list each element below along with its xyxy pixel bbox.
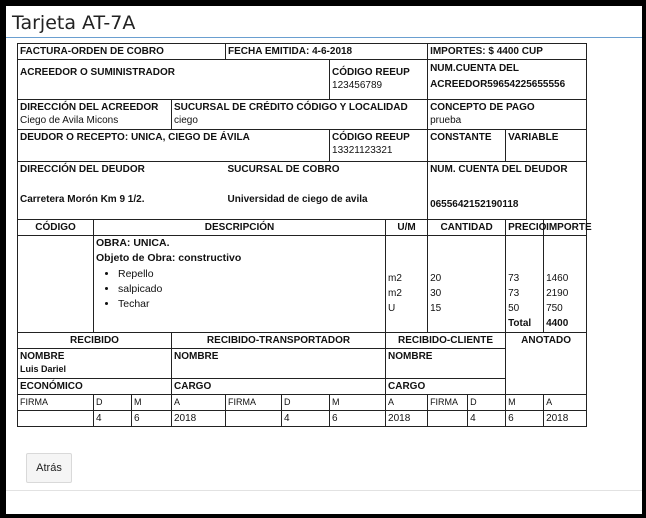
header-descripcion: DESCRIPCIÓN: [94, 220, 386, 236]
day-value: 4: [468, 411, 506, 427]
year-value: 2018: [172, 411, 226, 427]
recibido-header: RECIBIDO: [18, 333, 172, 349]
nombre-cliente-cell: NOMBRE: [386, 349, 506, 379]
cargo-cliente-cell: CARGO: [386, 379, 506, 395]
objeto-text: Objeto de Obra: constructivo: [96, 252, 242, 264]
a-label: A: [172, 395, 226, 411]
codigo-reeup-value: 123456789: [332, 80, 383, 91]
recibido-transportador-header: RECIBIDO-TRANSPORTADOR: [172, 333, 386, 349]
cargo-transportador-cell: CARGO: [172, 379, 386, 395]
importe-value: 2190: [546, 288, 569, 299]
total-label: Total: [508, 318, 532, 329]
concepto-value: prueba: [430, 115, 462, 126]
num-cuenta-acreedor: NUM.CUENTA DEL ACREEDOR59654225655556: [428, 60, 587, 100]
codigo-reeup2-value: 13321123321: [332, 145, 393, 156]
d-label: D: [94, 395, 132, 411]
concepto-label: CONCEPTO DE PAGO: [430, 102, 535, 113]
a-label: A: [544, 395, 587, 411]
variable-label: VARIABLE: [506, 130, 587, 162]
num-cuenta-deudor-label: NUM. CUENTA DEL DEUDOR: [428, 162, 587, 192]
num-cuenta-deudor-value: 0655642152190118: [428, 192, 587, 220]
sucursal-cobro-label: SUCURSAL DE COBRO: [226, 162, 428, 192]
importe-value: 750: [546, 303, 563, 314]
m-label: M: [132, 395, 172, 411]
cantidad-cell: [428, 236, 506, 333]
deudor-label: DEUDOR O RECEPTO: UNICA, CIEGO DE ÁVILA: [18, 130, 330, 162]
nombre-label: NOMBRE: [20, 351, 65, 362]
dir-acreedor-label: DIRECCIÓN DEL ACREEDOR: [20, 102, 159, 113]
day-value: 4: [282, 411, 330, 427]
d-label: D: [468, 395, 506, 411]
m-label: M: [330, 395, 386, 411]
header-precio: PRECIO: [506, 220, 544, 236]
um-value: U: [388, 303, 396, 314]
factura-cell: FACTURA-ORDEN DE COBRO: [18, 44, 226, 60]
header-importe: IMPORTE: [544, 220, 587, 236]
constante-label: CONSTANTE: [428, 130, 506, 162]
total-value: 4400: [546, 318, 569, 329]
precio-value: 50: [508, 303, 520, 314]
fecha-cell: [226, 44, 428, 60]
list-item: • Techar: [118, 297, 383, 312]
year-value: 2018: [544, 411, 587, 427]
item-list: [96, 267, 383, 312]
cantidad-value: 30: [430, 288, 442, 299]
fecha-label: FECHA EMITIDA:: [228, 46, 310, 57]
codigo-reeup2-cell: [330, 130, 428, 162]
back-button[interactable]: Atrás: [26, 453, 72, 483]
nombre-value: Luis Dariel: [20, 364, 67, 374]
precio-cell: [506, 236, 544, 333]
importes-label: IMPORTES: $: [430, 46, 494, 57]
um-cell: [386, 236, 428, 333]
firma-label: FIRMA: [18, 395, 94, 411]
firma-blank: [226, 411, 282, 427]
month-value: 6: [506, 411, 544, 427]
importes-value: 4400 CUP: [496, 46, 543, 57]
card-panel: [6, 6, 642, 514]
dir-acreedor-cell: [18, 100, 172, 130]
header-codigo: CÓDIGO: [18, 220, 94, 236]
anotado-blank: [506, 349, 587, 379]
anotado-header: ANOTADO: [506, 333, 587, 349]
nombre-recibido-cell: [18, 349, 172, 379]
invoice-card: [17, 43, 592, 427]
cantidad-value: 20: [430, 273, 442, 284]
descripcion-cell: [94, 236, 386, 333]
a-label: A: [386, 395, 428, 411]
dir-acreedor-value: Ciego de Avila Micons: [20, 115, 119, 126]
precio-value: 73: [508, 273, 520, 284]
firma-blank: [428, 411, 468, 427]
firma-blank: [18, 411, 94, 427]
recibido-cliente-header: RECIBIDO-CLIENTE: [386, 333, 506, 349]
um-value: m2: [388, 273, 402, 284]
importe-cell: [544, 236, 587, 333]
header-cantidad: CANTIDAD: [428, 220, 506, 236]
month-value: 6: [132, 411, 172, 427]
firma-label: FIRMA: [226, 395, 282, 411]
importe-value: 1460: [546, 273, 569, 284]
codigo-reeup-cell: [330, 60, 428, 100]
economico-cell: ECONÓMICO: [18, 379, 172, 395]
year-value: 2018: [386, 411, 428, 427]
header-um: U/M: [386, 220, 428, 236]
month-value: 6: [330, 411, 386, 427]
sucursal-credito-label: SUCURSAL DE CRÉDITO CÓDIGO Y LOCALIDAD: [174, 102, 408, 113]
firma-label: FIRMA: [428, 395, 468, 411]
acreedor-label: ACREEDOR O SUMINISTRADOR: [18, 60, 330, 100]
sucursal-cobro-value: Universidad de ciego de avila: [226, 192, 428, 220]
day-value: 4: [94, 411, 132, 427]
nombre-transportador-cell: NOMBRE: [172, 349, 386, 379]
title-divider: [6, 37, 642, 38]
fecha-value: 4-6-2018: [312, 46, 353, 57]
obra-text: OBRA: UNICA.: [96, 237, 170, 249]
sucursal-credito-cell: [172, 100, 428, 130]
cantidad-value: 15: [430, 303, 442, 314]
codigo-reeup-label: CÓDIGO REEUP: [332, 67, 410, 78]
sucursal-credito-value: ciego: [174, 115, 198, 126]
codigo-cell: [18, 236, 94, 333]
importes-cell: [428, 44, 587, 60]
dir-deudor-label: DIRECCIÓN DEL DEUDOR: [18, 162, 226, 192]
footer-divider: [6, 490, 642, 491]
concepto-cell: [428, 100, 587, 130]
um-value: m2: [388, 288, 402, 299]
codigo-reeup2-label: CÓDIGO REEUP: [332, 132, 410, 143]
d-label: D: [282, 395, 330, 411]
dir-deudor-value: Carretera Morón Km 9 1/2.: [18, 192, 226, 220]
anotado-blank-2: [506, 379, 587, 395]
precio-value: 73: [508, 288, 520, 299]
page-title: Tarjeta AT-7A: [12, 12, 136, 34]
list-item: • salpicado: [118, 282, 383, 297]
m-label: M: [506, 395, 544, 411]
list-item: • Repello: [118, 267, 383, 282]
